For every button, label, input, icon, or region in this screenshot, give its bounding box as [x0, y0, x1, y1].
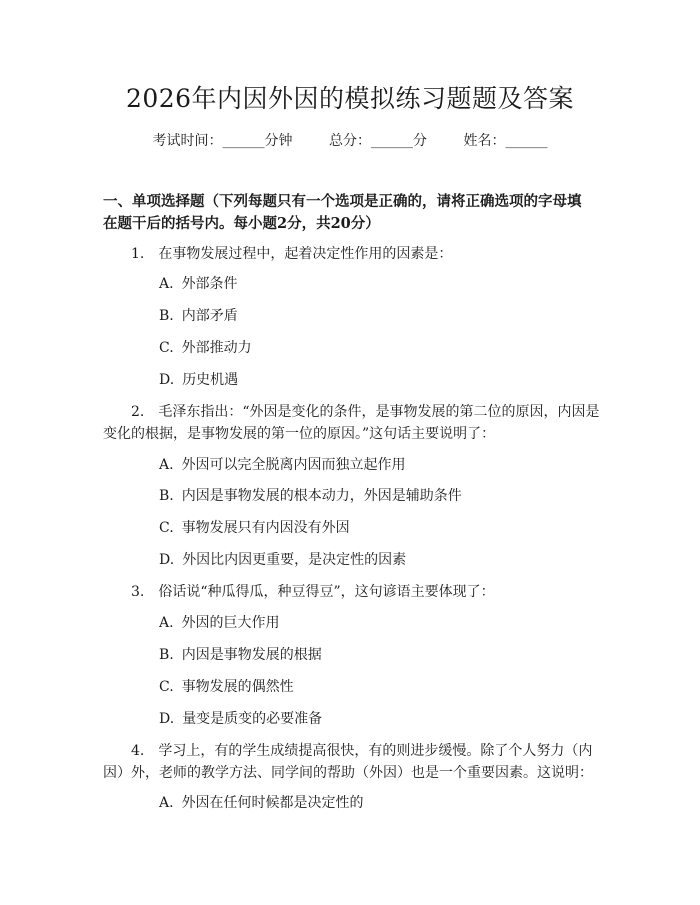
option-letter: A.: [159, 615, 174, 631]
section-heading: 一、单项选择题（下列每题只有一个选项是正确的，请将正确选项的字母填在题干后的括号内。每小题2分，共20分）: [103, 193, 582, 232]
option-text: 历史机遇: [182, 372, 239, 388]
option-letter: A.: [159, 795, 174, 811]
question-3-option-b: [159, 645, 322, 665]
question-number: 3.: [131, 584, 145, 600]
total-score-field: 总分：______分: [329, 133, 427, 149]
option-text: 内因是事物发展的根据: [181, 647, 322, 663]
option-letter: C.: [159, 679, 174, 695]
question-number: 4.: [131, 743, 145, 759]
option-text: 内因是事物发展的根本动力，外因是辅助条件: [181, 488, 462, 504]
question-1-option-c: [159, 338, 252, 358]
question-1-option-a: [159, 274, 238, 294]
exam-time-field: 考试时间：______分钟: [152, 133, 293, 149]
option-letter: B.: [159, 488, 174, 504]
option-text: 事物发展只有内因没有外因: [181, 520, 350, 536]
question-3-option-c: [159, 677, 294, 697]
option-letter: A.: [159, 457, 174, 473]
option-text: 内部矛盾: [181, 308, 238, 324]
question-2: [103, 401, 603, 445]
option-letter: B.: [159, 308, 174, 324]
option-text: 量变是质变的必要准备: [182, 711, 323, 727]
option-letter: C.: [159, 340, 174, 356]
question-3-option-d: [159, 709, 322, 729]
option-letter: D.: [159, 372, 175, 388]
page-title: 2026年内因外因的模拟练习题题及答案: [125, 84, 575, 113]
question-1-option-b: [159, 306, 238, 326]
option-letter: D.: [159, 711, 175, 727]
option-text: 外因可以完全脱离内因而独立起作用: [181, 457, 406, 473]
question-3: [103, 581, 603, 603]
question-2-option-a: [159, 455, 406, 475]
question-4: [103, 740, 603, 784]
question-text: 毛泽东指出：“外因是变化的条件，是事物发展的第二位的原因，内因是变化的根据，是事物发展的第一位的原因。”这句话主要说明了：: [103, 404, 600, 442]
option-letter: A.: [159, 276, 174, 292]
question-number: 2.: [131, 404, 145, 420]
option-text: 外因比内因更重要，是决定性的因素: [182, 552, 407, 568]
option-text: 外因在任何时候都是决定性的: [181, 795, 364, 811]
question-2-option-b: [159, 486, 462, 506]
question-number: 1.: [131, 246, 145, 262]
question-1: [103, 243, 603, 265]
option-letter: C.: [159, 520, 174, 536]
question-4-option-a: [159, 793, 364, 813]
option-letter: D.: [159, 552, 175, 568]
question-2-option-c: [159, 518, 350, 538]
question-1-option-d: [159, 370, 238, 390]
student-name-field: 姓名：______: [463, 133, 548, 149]
option-letter: B.: [159, 647, 174, 663]
option-text: 外部条件: [181, 276, 238, 292]
question-text: 学习上，有的学生成绩提高很快，有的则进步缓慢。除了个人努力（内因）外，老师的教学方法、同学间的帮助（外因）也是一个重要因素。这说明：: [103, 743, 593, 781]
question-text: 在事物发展过程中，起着决定性作用的因素是：: [158, 246, 453, 262]
question-3-option-a: [159, 613, 280, 633]
option-text: 事物发展的偶然性: [181, 679, 294, 695]
option-text: 外因的巨大作用: [181, 615, 280, 631]
option-text: 外部推动力: [181, 340, 252, 356]
exam-meta: [0, 131, 700, 151]
question-text: 俗话说“种瓜得瓜，种豆得豆”，这句谚语主要体现了：: [158, 584, 495, 600]
question-2-option-d: [159, 550, 406, 570]
